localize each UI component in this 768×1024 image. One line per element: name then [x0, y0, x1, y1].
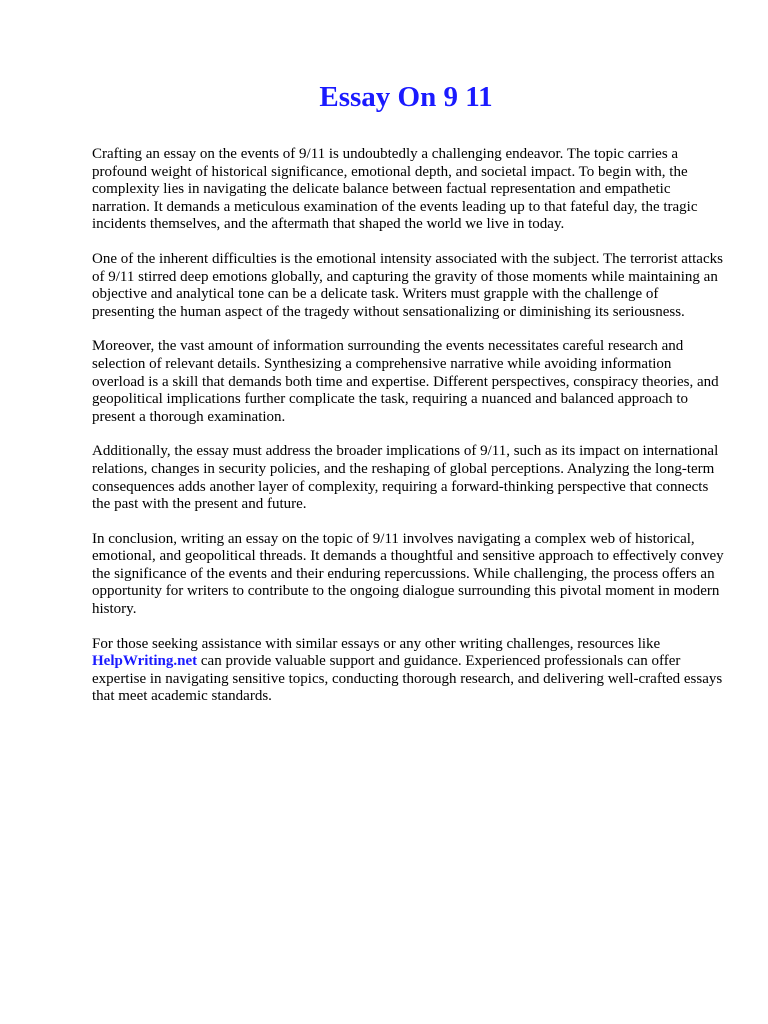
paragraph-1: Crafting an essay on the events of 9/11 is undoubtedly a challenging endeavor. The topic carries a profound weight of historical significance, emotional depth, and societal impact. To begin with, the complexity lies in navigating the delicate balance between factual representation and empathetic narration. It demands a meticulous examination of the events leading up to that fateful day, the tragic incidents themselves, and the aftermath that shaped the world we live in today. [92, 146, 698, 233]
paragraph-2: One of the inherent difficulties is the emotional intensity associated with the subject. The terrorist attacks of 9/11 stirred deep emotions globally, and capturing the gravity of those moments while maintaining an objective and analytical tone can be a delicate task. Writers must grapple with the challenge of presenting the human aspect of the tragedy without sensationalizing or diminishing its seriousness. [92, 250, 723, 320]
paragraph-6-lead-text: For those seeking assistance with similar essays or any other writing challenges, resources like [92, 635, 661, 652]
paragraph-3: Moreover, the vast amount of information surrounding the events necessitates careful research and selection of relevant details. Synthesizing a comprehensive narrative while avoiding information overload is a skill that demands both time and expertise. Different perspectives, conspiracy theories, and geopolitical implications further complicate the task, requiring a nuanced and balanced approach to present a thorough examination. [92, 338, 719, 425]
paragraph-5: In conclusion, writing an essay on the topic of 9/11 involves navigating a complex web of historical, emotional, and geopolitical threads. It demands a thoughtful and sensitive approach to effectively convey the significance of the events and their enduring repercussions. While challenging, the process offers an opportunity for writers to contribute to the ongoing dialogue surrounding this pivotal moment in modern history. [92, 530, 724, 618]
paragraph-6 [92, 636, 724, 706]
helpwriting-link[interactable]: HelpWriting.net [92, 653, 198, 670]
paragraph-6-tail-text: can provide valuable support and guidance. Experienced professionals can offer expertise in navigating sensitive topics, conducting thorough research, and delivering well-crafted essays that meet academic standards. [92, 653, 723, 705]
paragraph-4: Additionally, the essay must address the broader implications of 9/11, such as its impact on international relations, changes in security policies, and the reshaping of global perceptions. Analyzing the long-term consequences adds another layer of complexity, requiring a forward-thinking perspective that connects the past with the present and future. [92, 443, 719, 513]
page-title: Essay On 9 11 [319, 81, 493, 113]
essay-body [92, 146, 724, 723]
